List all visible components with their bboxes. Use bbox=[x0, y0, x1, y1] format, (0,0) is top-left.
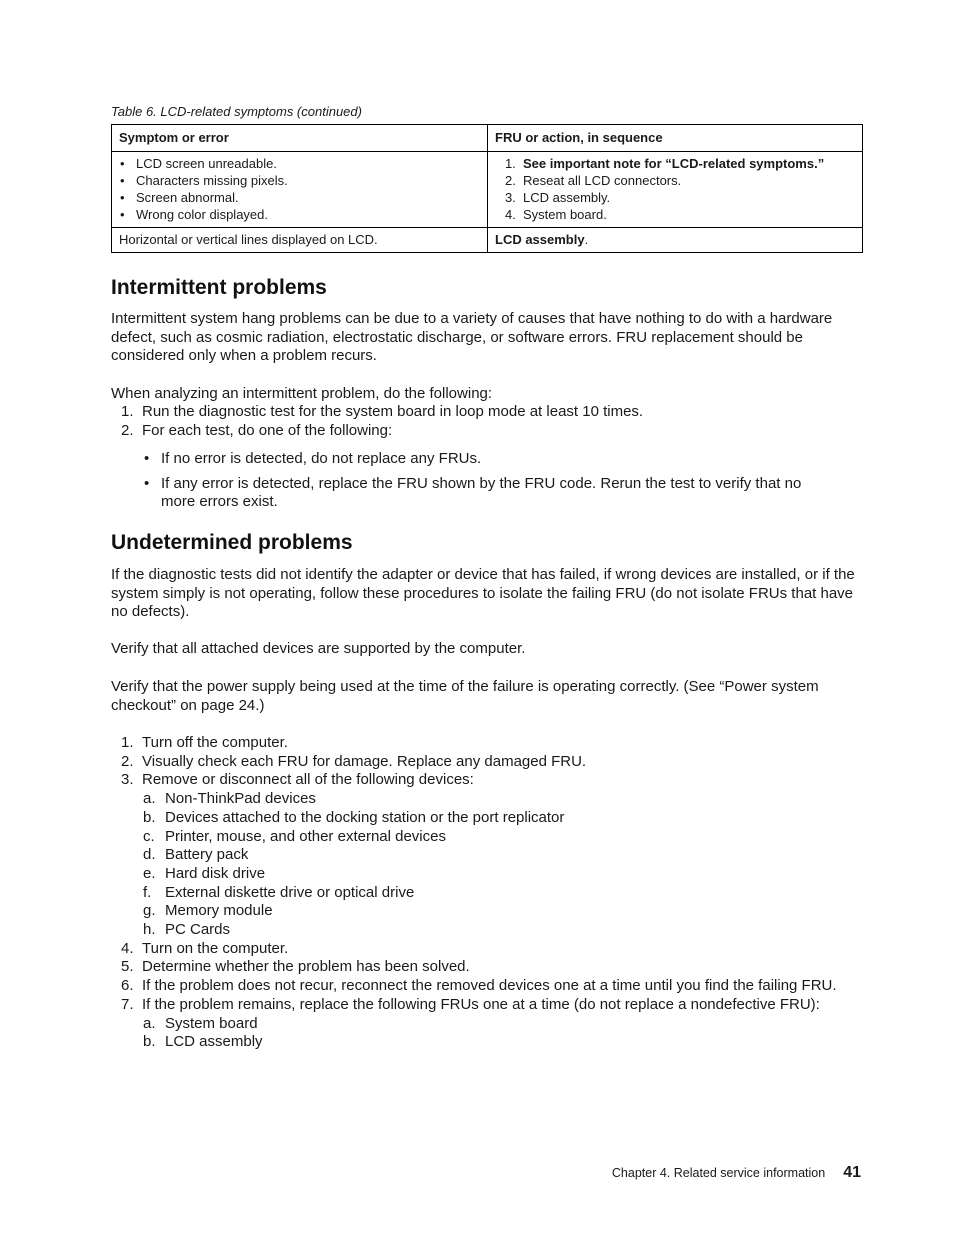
list-number: 6. bbox=[121, 977, 134, 995]
list-text: Determine whether the problem has been solved. bbox=[142, 958, 470, 976]
action-bold: LCD assembly bbox=[495, 232, 585, 247]
list-item: • Wrong color displayed. bbox=[119, 206, 480, 223]
list-item bbox=[495, 155, 855, 172]
list-item bbox=[495, 172, 855, 189]
list-item bbox=[111, 422, 871, 441]
table-cell-symptoms bbox=[112, 152, 488, 228]
list-number: 1. bbox=[121, 734, 134, 751]
undetermined-heading: Undetermined problems bbox=[111, 531, 353, 554]
action-suffix: . bbox=[584, 232, 589, 247]
list-number: 5. bbox=[121, 958, 134, 976]
list-text: If the problem does not recur, reconnect the removed devices one at a time until you find the failing FRU. bbox=[142, 977, 837, 995]
list-text: Hard disk drive bbox=[165, 864, 266, 882]
list-text: Battery pack bbox=[165, 846, 249, 864]
list-text: Turn off the computer. bbox=[142, 734, 288, 751]
list-letter: c. bbox=[143, 827, 155, 845]
list-number: 1. bbox=[121, 403, 134, 420]
list-item bbox=[495, 206, 855, 223]
device-list bbox=[111, 790, 871, 940]
undetermined-verify-power: Verify that the power supply being used at the time of the failure is operating correctly. (See “Power system checkout” on page 24.) bbox=[111, 678, 819, 714]
list-text: Devices attached to the docking station or the port replicator bbox=[165, 808, 565, 826]
list-item bbox=[111, 790, 871, 809]
list-item bbox=[111, 828, 871, 847]
lcd-symptoms-table bbox=[111, 124, 863, 253]
list-item bbox=[111, 902, 871, 921]
list-item bbox=[111, 1015, 871, 1034]
list-item: • If no error is detected, do not replace any FRUs. bbox=[111, 450, 851, 469]
list-letter: h. bbox=[143, 921, 156, 939]
list-letter: b. bbox=[143, 1033, 156, 1051]
undetermined-steps bbox=[111, 734, 871, 1052]
list-number: 2. bbox=[121, 421, 134, 439]
table-cell-action bbox=[488, 228, 863, 253]
list-item: • Screen abnormal. bbox=[119, 189, 480, 206]
action-list bbox=[495, 155, 855, 223]
table-cell-symptom: Horizontal or vertical lines displayed on LCD. bbox=[112, 228, 488, 253]
list-text: External diskette drive or optical drive bbox=[165, 883, 415, 901]
list-number: 2. bbox=[505, 173, 516, 188]
list-text: If the problem remains, replace the following FRUs one at a time (do not replace a nondefective FRU): bbox=[142, 995, 820, 1013]
list-text: Memory module bbox=[165, 902, 273, 920]
intermittent-heading: Intermittent problems bbox=[111, 276, 327, 299]
table-cell-actions bbox=[488, 152, 863, 228]
list-letter: a. bbox=[143, 1014, 156, 1032]
intermittent-steps bbox=[111, 403, 871, 440]
list-text: Reseat all LCD connectors. bbox=[523, 173, 682, 188]
list-item bbox=[111, 921, 871, 940]
list-number: 1. bbox=[505, 156, 516, 171]
list-item bbox=[111, 734, 871, 753]
list-item: • Characters missing pixels. bbox=[119, 172, 480, 189]
important-note-link: See important note for “LCD-related symptoms.” bbox=[523, 156, 825, 171]
list-number: 4. bbox=[121, 939, 134, 957]
intermittent-paragraph: Intermittent system hang problems can be due to a variety of causes that have nothing to do with a hardware defect, such as cosmic radiation, electrostatic discharge, or software errors. FRU replacement should be considered only when a problem recurs. bbox=[111, 310, 833, 365]
list-text: Printer, mouse, and other external devices bbox=[165, 827, 446, 845]
list-letter: f. bbox=[143, 883, 152, 901]
list-item bbox=[111, 809, 871, 828]
table-row bbox=[112, 152, 863, 228]
intermittent-intro: When analyzing an intermittent problem, do the following: bbox=[111, 385, 493, 402]
list-text: LCD assembly bbox=[165, 1033, 263, 1051]
list-text: Run the diagnostic test for the system board in loop mode at least 10 times. bbox=[142, 403, 644, 420]
list-text: System board bbox=[165, 1014, 258, 1032]
list-number: 3. bbox=[121, 771, 134, 789]
list-number: 4. bbox=[505, 207, 516, 222]
list-item bbox=[111, 884, 871, 903]
list-text: Non-ThinkPad devices bbox=[165, 790, 316, 808]
list-text: Remove or disconnect all of the following devices: bbox=[142, 771, 474, 789]
list-letter: a. bbox=[143, 790, 156, 808]
table-caption: Table 6. LCD-related symptoms (continued) bbox=[111, 104, 362, 119]
chapter-title: Chapter 4. Related service information bbox=[611, 1166, 826, 1180]
list-letter: e. bbox=[143, 864, 156, 882]
list-item bbox=[111, 403, 871, 422]
list-item bbox=[111, 771, 871, 939]
list-item bbox=[111, 940, 871, 959]
list-item bbox=[111, 958, 871, 977]
list-text: LCD assembly. bbox=[523, 190, 611, 205]
list-text: For each test, do one of the following: bbox=[142, 421, 393, 439]
symptom-list bbox=[119, 155, 480, 223]
list-text: System board. bbox=[523, 207, 607, 222]
page-number: 41 bbox=[843, 1164, 861, 1181]
undetermined-paragraph: If the diagnostic tests did not identify the adapter or device that has failed, if wrong devices are installed, or if the system simply is not operating, follow these procedures to isolate the failing FRU (do not isolate FRUs that have no defects). bbox=[111, 566, 855, 621]
list-item bbox=[111, 846, 871, 865]
table-header-symptom: Symptom or error bbox=[112, 125, 488, 152]
undetermined-verify-devices: Verify that all attached devices are supported by the computer. bbox=[111, 640, 526, 657]
list-letter: d. bbox=[143, 846, 156, 864]
list-item bbox=[111, 865, 871, 884]
list-text: PC Cards bbox=[165, 921, 231, 939]
intermittent-bullets bbox=[111, 450, 851, 518]
list-text: Turn on the computer. bbox=[142, 939, 289, 957]
list-item bbox=[111, 996, 871, 1052]
list-item bbox=[111, 753, 871, 772]
list-letter: g. bbox=[143, 902, 156, 920]
list-item bbox=[111, 1033, 871, 1052]
list-item: • LCD screen unreadable. bbox=[119, 155, 480, 172]
table-row bbox=[112, 228, 863, 253]
table-header-row bbox=[112, 125, 863, 152]
list-letter: b. bbox=[143, 808, 156, 826]
list-item bbox=[495, 189, 855, 206]
page-footer bbox=[612, 1164, 861, 1182]
list-number: 2. bbox=[121, 752, 134, 770]
list-item bbox=[111, 977, 871, 996]
fru-list bbox=[111, 1015, 871, 1052]
list-text: Visually check each FRU for damage. Replace any damaged FRU. bbox=[142, 752, 587, 770]
list-number: 7. bbox=[121, 995, 134, 1013]
table-header-fru: FRU or action, in sequence bbox=[488, 125, 863, 152]
list-item: • If any error is detected, replace the FRU shown by the FRU code. Rerun the test to verify that no more errors exist. bbox=[111, 475, 851, 512]
list-number: 3. bbox=[505, 190, 516, 205]
